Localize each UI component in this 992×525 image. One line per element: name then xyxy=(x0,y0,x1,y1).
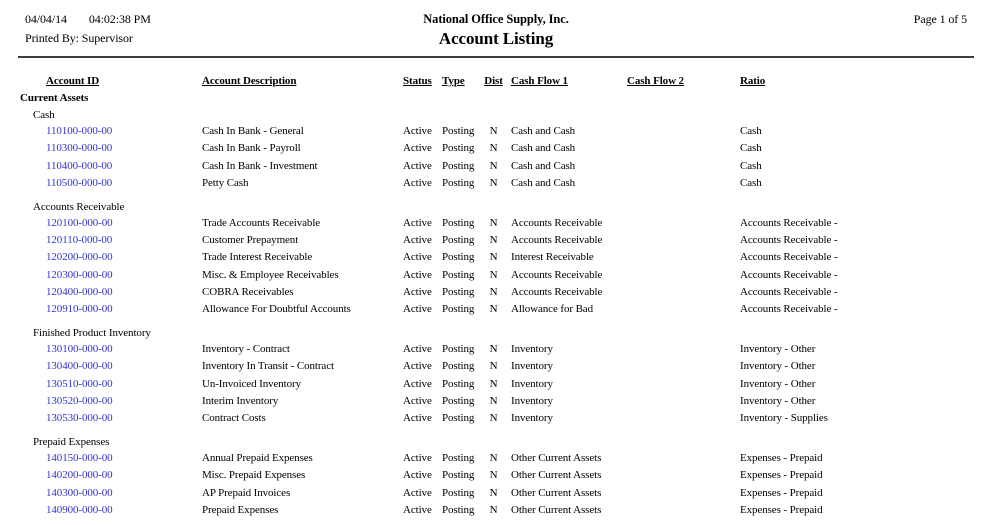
account-cashflow1: Cash and Cash xyxy=(511,142,576,155)
print-time: 04:02:38 PM xyxy=(88,12,151,26)
account-dist: N xyxy=(489,234,498,247)
account-description: Inventory - Contract xyxy=(202,343,290,356)
account-status: Active xyxy=(403,303,432,316)
account-dist: N xyxy=(489,251,498,264)
table-row xyxy=(46,467,972,484)
column-header-dist: Dist xyxy=(484,75,503,87)
account-dist: N xyxy=(489,176,498,189)
account-status: Active xyxy=(403,142,432,155)
account-dist: N xyxy=(489,217,498,230)
account-ratio: Expenses - Prepaid xyxy=(740,452,823,465)
account-type: Posting xyxy=(442,125,475,138)
account-cashflow1: Cash and Cash xyxy=(511,176,576,189)
account-dist: N xyxy=(489,159,498,172)
account-group-label: Current Assets xyxy=(20,92,89,105)
account-status: Active xyxy=(403,377,432,390)
account-dist: N xyxy=(489,268,498,281)
account-type: Posting xyxy=(442,503,475,516)
account-cashflow1: Other Current Assets xyxy=(511,452,602,465)
account-type: Posting xyxy=(442,486,475,499)
account-description: Misc. & Employee Receivables xyxy=(202,268,339,281)
table-row xyxy=(46,358,972,375)
account-cashflow1: Other Current Assets xyxy=(511,486,602,499)
account-status: Active xyxy=(403,394,432,407)
account-dist: N xyxy=(489,503,498,516)
account-description: Misc. Prepaid Expenses xyxy=(202,469,306,482)
account-ratio: Accounts Receivable - xyxy=(740,251,838,264)
account-type: Posting xyxy=(442,452,475,465)
account-cashflow1: Allowance for Bad xyxy=(511,303,593,316)
account-id-link[interactable]: 120910-000-00 xyxy=(46,303,113,316)
account-ratio: Inventory - Other xyxy=(740,394,816,407)
company-name: National Office Supply, Inc. xyxy=(423,12,569,26)
account-ratio: Accounts Receivable - xyxy=(740,234,838,247)
account-status: Active xyxy=(403,234,432,247)
column-header-cashflow2: Cash Flow 2 xyxy=(627,75,684,87)
account-description: Annual Prepaid Expenses xyxy=(202,452,313,465)
report-title: Account Listing xyxy=(438,29,554,48)
account-cashflow1: Cash and Cash xyxy=(511,159,576,172)
account-ratio: Accounts Receivable - xyxy=(740,285,838,298)
account-type: Posting xyxy=(442,176,475,189)
table-body xyxy=(20,107,972,519)
account-ratio: Expenses - Prepaid xyxy=(740,503,823,516)
account-description: AP Prepaid Invoices xyxy=(202,486,291,499)
account-type: Posting xyxy=(442,234,475,247)
account-ratio: Inventory - Other xyxy=(740,377,816,390)
account-description: Customer Prepayment xyxy=(202,234,299,247)
account-type: Posting xyxy=(442,412,475,425)
report-header xyxy=(0,0,992,56)
account-cashflow1: Inventory xyxy=(511,412,553,425)
account-id-link[interactable]: 130510-000-00 xyxy=(46,377,113,390)
table-row xyxy=(46,158,972,175)
account-status: Active xyxy=(403,503,432,516)
account-id-link[interactable]: 130520-000-00 xyxy=(46,394,113,407)
column-header-ratio: Ratio xyxy=(740,75,766,87)
account-description: Un-Invoiced Inventory xyxy=(202,377,302,390)
account-type: Posting xyxy=(442,343,475,356)
account-cashflow1: Inventory xyxy=(511,343,553,356)
account-ratio: Accounts Receivable - xyxy=(740,217,838,230)
account-type: Posting xyxy=(442,217,475,230)
account-status: Active xyxy=(403,268,432,281)
account-id-link[interactable]: 110300-000-00 xyxy=(46,142,113,155)
account-id-link[interactable]: 120400-000-00 xyxy=(46,285,113,298)
account-status: Active xyxy=(403,159,432,172)
account-dist: N xyxy=(489,285,498,298)
account-status: Active xyxy=(403,285,432,298)
account-ratio: Cash xyxy=(740,159,762,172)
column-header-type: Type xyxy=(442,75,465,87)
account-ratio: Inventory - Other xyxy=(740,360,816,373)
account-id-link[interactable]: 120100-000-00 xyxy=(46,217,113,230)
account-cashflow1: Accounts Receivable xyxy=(511,217,603,230)
account-cashflow1: Inventory xyxy=(511,360,553,373)
account-cashflow1: Accounts Receivable xyxy=(511,268,603,281)
account-cashflow1: Inventory xyxy=(511,394,553,407)
account-cashflow1: Other Current Assets xyxy=(511,503,602,516)
account-type: Posting xyxy=(442,469,475,482)
account-dist: N xyxy=(489,343,498,356)
account-description: Petty Cash xyxy=(202,176,249,189)
account-cashflow1: Accounts Receivable xyxy=(511,234,603,247)
section-label: Finished Product Inventory xyxy=(33,327,151,340)
account-description: Cash In Bank - General xyxy=(202,125,304,138)
account-type: Posting xyxy=(442,268,475,281)
column-header-cashflow1: Cash Flow 1 xyxy=(511,75,568,87)
account-type: Posting xyxy=(442,251,475,264)
account-ratio: Inventory - Supplies xyxy=(740,412,828,425)
account-id-link[interactable]: 140300-000-00 xyxy=(46,486,113,499)
account-ratio: Cash xyxy=(740,142,762,155)
account-status: Active xyxy=(403,412,432,425)
account-status: Active xyxy=(403,343,432,356)
account-type: Posting xyxy=(442,303,475,316)
account-description: Trade Accounts Receivable xyxy=(202,217,321,230)
table-row xyxy=(46,376,972,393)
account-status: Active xyxy=(403,469,432,482)
account-dist: N xyxy=(489,452,498,465)
account-dist: N xyxy=(489,486,498,499)
table-row xyxy=(46,410,972,427)
table-row xyxy=(46,502,972,519)
print-date: 04/04/14 xyxy=(25,12,67,26)
account-status: Active xyxy=(403,217,432,230)
account-id-link[interactable]: 120200-000-00 xyxy=(46,251,113,264)
account-ratio: Expenses - Prepaid xyxy=(740,469,823,482)
header-center xyxy=(0,12,992,49)
account-status: Active xyxy=(403,486,432,499)
account-type: Posting xyxy=(442,285,475,298)
table-row xyxy=(46,249,972,266)
account-id-link[interactable]: 130400-000-00 xyxy=(46,360,113,373)
table-row xyxy=(46,393,972,410)
column-header-status: Status xyxy=(403,75,432,87)
account-ratio: Inventory - Other xyxy=(740,343,816,356)
account-type: Posting xyxy=(442,394,475,407)
account-cashflow1: Other Current Assets xyxy=(511,469,602,482)
section-label: Accounts Receivable xyxy=(33,201,125,214)
account-description: Cash In Bank - Payroll xyxy=(202,142,301,155)
table-row xyxy=(46,485,972,502)
account-description: Contract Costs xyxy=(202,412,266,425)
account-description: Cash In Bank - Investment xyxy=(202,159,318,172)
account-ratio: Cash xyxy=(740,176,762,189)
table-row xyxy=(46,232,972,249)
section-label: Prepaid Expenses xyxy=(33,436,110,449)
table-row xyxy=(46,267,972,284)
table-row xyxy=(46,284,972,301)
account-dist: N xyxy=(489,125,498,138)
account-type: Posting xyxy=(442,142,475,155)
account-description: Trade Interest Receivable xyxy=(202,251,313,264)
column-header-description: Account Description xyxy=(202,75,297,87)
account-ratio: Expenses - Prepaid xyxy=(740,486,823,499)
account-dist: N xyxy=(489,469,498,482)
account-dist: N xyxy=(489,142,498,155)
table-row xyxy=(46,215,972,232)
table-row xyxy=(46,175,972,192)
account-description: Prepaid Expenses xyxy=(202,503,279,516)
account-id-link[interactable]: 140200-000-00 xyxy=(46,469,113,482)
account-ratio: Accounts Receivable - xyxy=(740,303,838,316)
column-header-account-id: Account ID xyxy=(46,75,100,87)
account-cashflow1: Inventory xyxy=(511,377,553,390)
account-cashflow1: Accounts Receivable xyxy=(511,285,603,298)
account-type: Posting xyxy=(442,159,475,172)
account-dist: N xyxy=(489,394,498,407)
account-id-link[interactable]: 140150-000-00 xyxy=(46,452,113,465)
account-status: Active xyxy=(403,125,432,138)
printed-by: Printed By: Supervisor xyxy=(25,31,133,45)
table-row xyxy=(46,341,972,358)
account-description: COBRA Receivables xyxy=(202,285,294,298)
account-cashflow1: Cash and Cash xyxy=(511,125,576,138)
account-id-link[interactable]: 130530-000-00 xyxy=(46,412,113,425)
account-dist: N xyxy=(489,303,498,316)
account-id-link[interactable]: 110100-000-00 xyxy=(46,125,113,138)
table-header-row xyxy=(46,73,972,90)
page-number: Page 1 of 5 xyxy=(913,12,967,26)
account-table xyxy=(0,58,992,519)
account-description: Allowance For Doubtful Accounts xyxy=(202,303,351,316)
account-id-link[interactable]: 140900-000-00 xyxy=(46,503,113,516)
account-dist: N xyxy=(489,412,498,425)
account-ratio: Cash xyxy=(740,125,762,138)
table-row xyxy=(46,123,972,140)
account-id-link[interactable]: 120110-000-00 xyxy=(46,234,113,247)
account-dist: N xyxy=(489,360,498,373)
account-dist: N xyxy=(489,377,498,390)
account-type: Posting xyxy=(442,377,475,390)
account-description: Interim Inventory xyxy=(202,394,279,407)
account-id-link[interactable]: 130100-000-00 xyxy=(46,343,113,356)
section-label: Cash xyxy=(33,109,55,122)
account-id-link[interactable]: 110500-000-00 xyxy=(46,176,113,189)
account-type: Posting xyxy=(442,360,475,373)
account-cashflow1: Interest Receivable xyxy=(511,251,594,264)
table-row xyxy=(46,140,972,157)
account-status: Active xyxy=(403,360,432,373)
account-status: Active xyxy=(403,176,432,189)
account-status: Active xyxy=(403,251,432,264)
account-description: Inventory In Transit - Contract xyxy=(202,360,334,373)
account-status: Active xyxy=(403,452,432,465)
account-id-link[interactable]: 120300-000-00 xyxy=(46,268,113,281)
table-row xyxy=(46,301,972,318)
account-id-link[interactable]: 110400-000-00 xyxy=(46,159,113,172)
account-ratio: Accounts Receivable - xyxy=(740,268,838,281)
table-row xyxy=(46,450,972,467)
